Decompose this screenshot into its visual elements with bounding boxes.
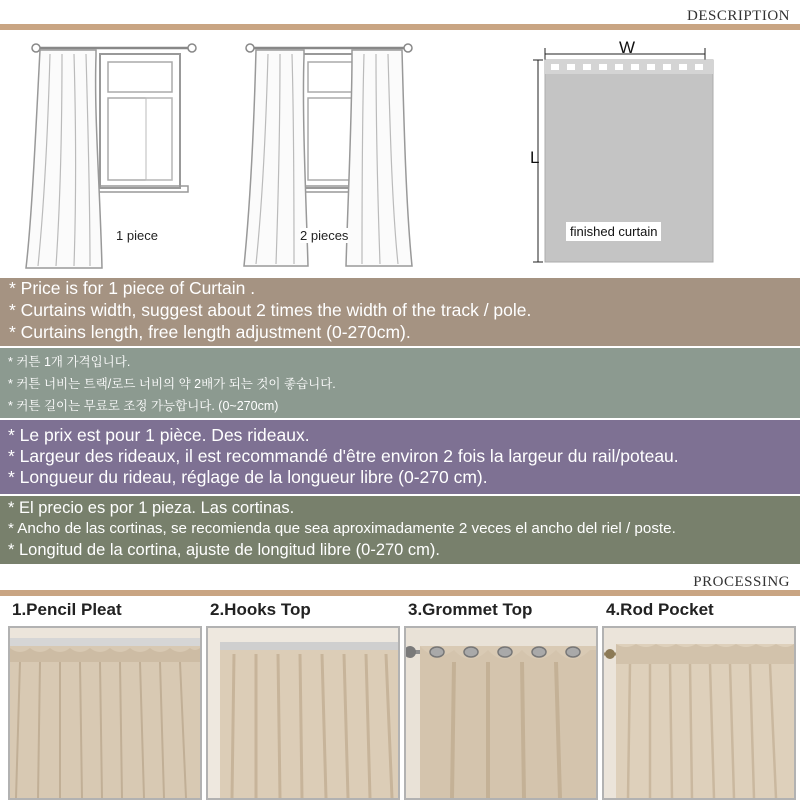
rod-pocket-panel	[602, 596, 798, 800]
processing-header	[0, 566, 800, 596]
pencil-pleat-photo	[8, 626, 202, 800]
processing-title: PROCESSING	[693, 574, 790, 590]
korean-line-width: * 커튼 너비는 트랙/로드 너비의 약 2배가 되는 것이 좋습니다.	[8, 377, 336, 391]
english-line-length: * Curtains length, free length adjustment (0-270cm).	[9, 322, 411, 342]
description-header	[0, 0, 800, 30]
pencil-pleat-title: 1.Pencil Pleat	[12, 600, 122, 619]
hooks-top-title: 2.Hooks Top	[210, 600, 311, 619]
french-line-width: * Largeur des rideaux, il est recommandé d'être environ 2 fois la largeur du rail/poteau.	[8, 446, 679, 466]
spanish-info-band	[0, 496, 800, 564]
rod-pocket-photo	[602, 626, 796, 800]
french-line-price: * Le prix est pour 1 pièce. Des rideaux.	[8, 425, 310, 445]
spanish-line-length: * Longitud de la cortina, ajuste de longitud libre (0-270 cm).	[8, 541, 441, 559]
grommet-top-panel	[404, 596, 600, 800]
spanish-line-price: * El precio es por 1 pieza. Las cortinas.	[8, 499, 295, 517]
one-piece-caption: 1 piece	[116, 228, 158, 243]
rod-pocket-title: 4.Rod Pocket	[606, 600, 714, 619]
hooks-top-photo	[206, 626, 400, 800]
grommet-top-title: 3.Grommet Top	[408, 600, 533, 619]
french-line-length: * Longueur du rideau, réglage de la longueur libre (0-270 cm).	[8, 467, 488, 487]
english-line-width: * Curtains width, suggest about 2 times the width of the track / pole.	[9, 300, 532, 320]
one-piece-illustration	[22, 36, 222, 276]
header-rule	[0, 24, 800, 30]
finished-curtain-label: finished curtain	[566, 222, 661, 241]
french-info-band	[0, 420, 800, 494]
pencil-pleat-panel	[8, 596, 204, 800]
english-info-band	[0, 278, 800, 346]
spanish-line-width: * Ancho de las cortinas, se recomienda que sea aproximadamente 2 veces el ancho del riel / poste.	[8, 520, 676, 537]
dimension-diagram	[525, 36, 725, 270]
two-pieces-caption: 2 pieces	[300, 228, 349, 243]
two-pieces-illustration	[242, 36, 442, 276]
korean-line-price: * 커튼 1개 가격입니다.	[8, 355, 131, 369]
length-label: L	[530, 148, 540, 167]
korean-info-band	[0, 348, 800, 418]
english-line-price: * Price is for 1 piece of Curtain .	[9, 278, 256, 298]
description-title: DESCRIPTION	[686, 8, 790, 24]
width-label: W	[619, 38, 636, 57]
grommet-top-photo	[404, 626, 598, 800]
hooks-top-panel	[206, 596, 402, 800]
korean-line-length: * 커튼 길이는 무료로 조정 가능합니다. (0~270cm)	[8, 399, 279, 413]
